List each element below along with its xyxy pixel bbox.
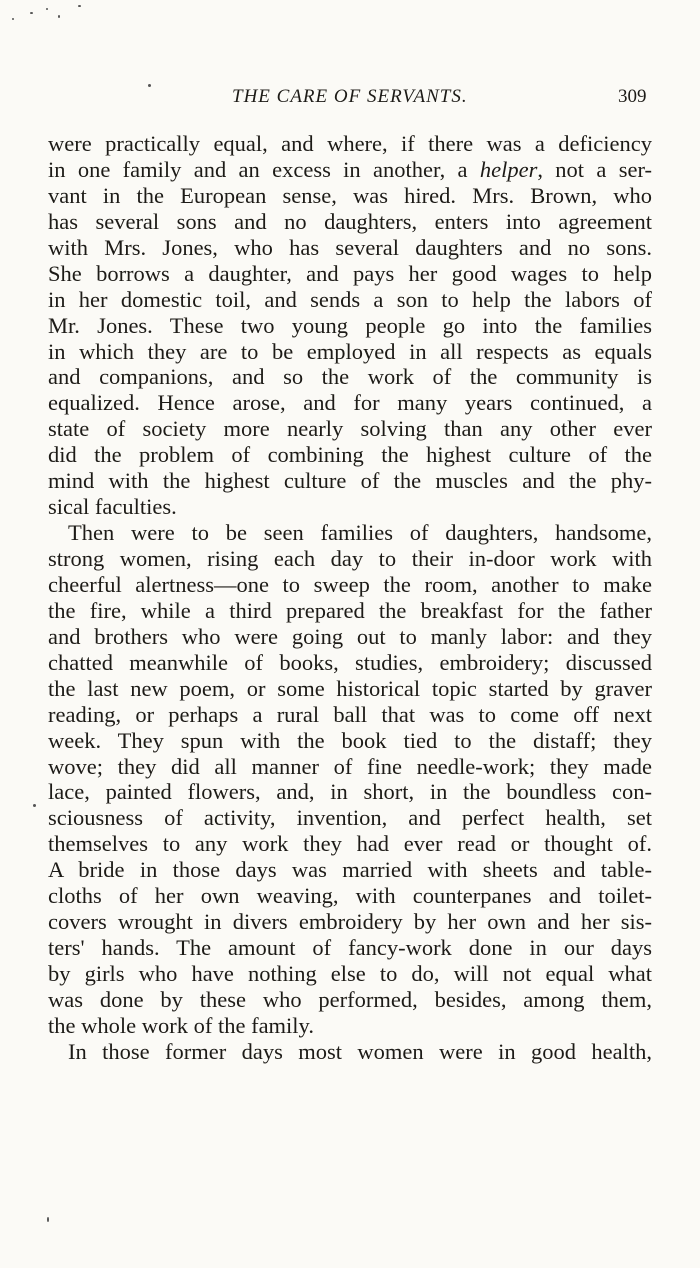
text-line: wove; they did all manner of fine needle-work; they made	[48, 753, 652, 779]
text-line: and brothers who were going out to manly labor: and they	[48, 623, 652, 649]
text-line: covers wrought in divers embroidery by her own and her sis-	[48, 909, 652, 935]
text-line: was done by these who performed, besides, among them,	[48, 986, 652, 1012]
text-line: week. They spun with the book tied to the distaff; they	[48, 727, 652, 753]
text-line: equalized. Hence arose, and for many years continued, a	[48, 390, 652, 416]
scan-mark	[47, 1217, 49, 1222]
text-line: chatted meanwhile of books, studies, embroidery; discussed	[48, 649, 652, 675]
running-title: THE CARE OF SERVANTS.	[232, 86, 468, 107]
scan-specks	[0, 0, 120, 40]
text-line: were practically equal, and where, if there was a deficiency	[48, 131, 652, 156]
text-line: vant in the European sense, was hired. Mrs. Brown, who	[48, 182, 652, 208]
paragraph-start-line: Then were to be seen families of daughters, handsome,	[68, 520, 652, 546]
text-line: in which they are to be employed in all respects as equals	[48, 338, 652, 364]
text-line: with Mrs. Jones, who has several daughters and no sons.	[48, 234, 652, 260]
text-line: ters' hands. The amount of fancy-work done in our days	[48, 935, 652, 961]
text-line: She borrows a daughter, and pays her good wages to help	[48, 260, 652, 286]
text-line: A bride in those days was married with sheets and table-	[48, 857, 652, 883]
body-text	[48, 131, 652, 1065]
text-line: lace, painted flowers, and, in short, in the boundless con-	[48, 779, 652, 805]
text-line: state of society more nearly solving than any other ever	[48, 416, 652, 442]
text-line: reading, or perhaps a rural ball that was to come off next	[48, 701, 652, 727]
text-line: in her domestic toil, and sends a son to help the labors of	[48, 286, 652, 312]
text-line: the last new poem, or some historical topic started by graver	[48, 675, 652, 701]
running-header	[0, 86, 700, 116]
paragraph-end-line: sical faculties.	[48, 494, 177, 520]
text-line: and companions, and so the work of the community is	[48, 364, 652, 390]
text-line: Mr. Jones. These two young people go into the families	[48, 312, 652, 338]
text-line: strong women, rising each day to their in-door work with	[48, 546, 652, 571]
text-line: has several sons and no daughters, enters into agreement	[48, 208, 652, 234]
text-line: cloths of her own weaving, with counterpanes and toilet-	[48, 883, 652, 909]
text-line: in one family and an excess in another, a helper, not a ser-	[48, 156, 652, 182]
text-line: themselves to any work they had ever read or thought of.	[48, 831, 652, 857]
paragraph-start-line: In those former days most women were in good health,	[68, 1038, 652, 1064]
paragraph-end-line: the whole work of the family.	[48, 1012, 314, 1038]
text-line: sciousness of activity, invention, and perfect health, set	[48, 805, 652, 831]
text-line: the fire, while a third prepared the breakfast for the father	[48, 597, 652, 623]
emphasized-word: helper	[479, 156, 538, 182]
text-line: by girls who have nothing else to do, will not equal what	[48, 961, 652, 986]
scan-mark	[33, 804, 36, 807]
text-line: cheerful alertness—one to sweep the room, another to make	[48, 571, 652, 597]
text-line: did the problem of combining the highest culture of the	[48, 442, 652, 468]
page-number: 309	[618, 86, 647, 107]
text-line: mind with the highest culture of the muscles and the phy-	[48, 468, 652, 494]
